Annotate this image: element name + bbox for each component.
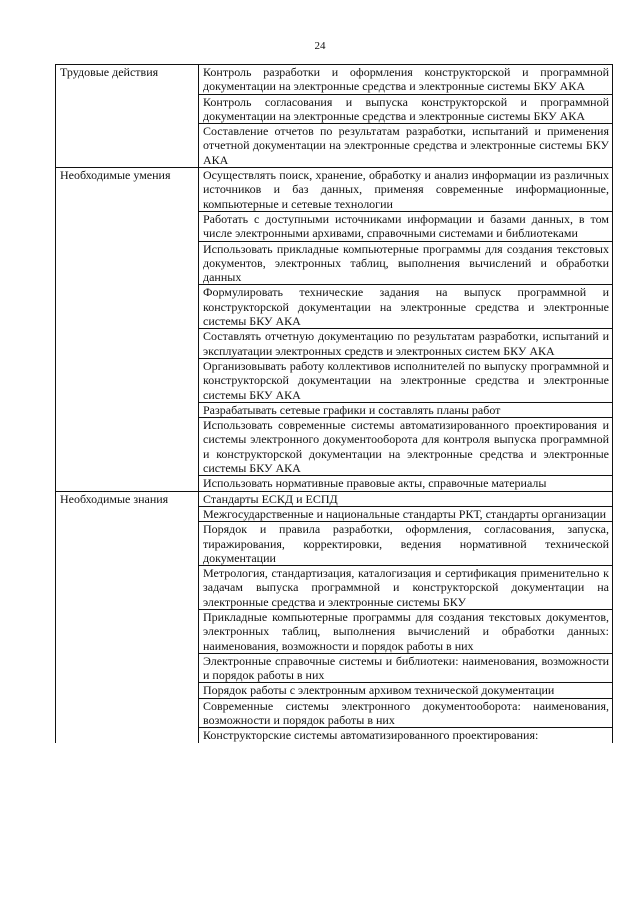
table-cell: Составление отчетов по результатам разработки, испытаний и применения отчетной документации на электронные средства и электронные системы БКУ АКА [199,124,613,168]
table-cell: Работать с доступными источниками информации и базами данных, в том числе электронными архивами, справочными системами и библиотеками [199,211,613,241]
table-row [56,65,613,95]
table-cell: Конструкторские системы автоматизированного проектирования: [199,728,613,743]
table-cell: Прикладные компьютерные программы для создания текстовых документов, электронных таблиц, выполнения вычислений и обработки данных: наименования, возможности и порядок работы в них [199,609,613,653]
table-row [56,491,613,506]
table-cell: Современные системы электронного документооборота: наименования, возможности и порядок работы в них [199,698,613,728]
table-cell: Контроль согласования и выпуска конструкторской и программной документации на электронные средства и электронные системы БКУ АКА [199,94,613,124]
table-cell: Составлять отчетную документацию по результатам разработки, испытаний и эксплуатации электронных средств и электронных систем БКУ АКА [199,329,613,359]
table-cell: Использовать нормативные правовые акты, справочные материалы [199,476,613,491]
table-cell: Разрабатывать сетевые графики и составлять планы работ [199,402,613,417]
table-cell: Контроль разработки и оформления конструкторской и программной документации на электронные средства и электронные системы БКУ АКА [203,65,609,94]
table-cell: Использовать современные системы автоматизированного проектирования и системы электронного документооборота для контроля выпуска программной и конструкторской документации на электронные средства и электронные системы БКУ АКА [199,418,613,476]
table-cell: Межгосударственные и национальные стандарты РКТ, стандарты организации [199,506,613,521]
table-cell: Электронные справочные системы и библиотеки: наименования, возможности и порядок работы в них [199,653,613,683]
table-cell: Использовать прикладные компьютерные программы для создания текстовых документов, электронных таблиц, выполнения вычислений и обработки данных [199,241,613,285]
table-cell: Осуществлять поиск, хранение, обработку и анализ информации из различных источников и баз данных, применяя современные информационные, компьютерные и сетевые технологии [199,168,613,212]
labor-functions-table [55,64,613,743]
section-label-required-knowledge: Необходимые знания [56,491,199,743]
table-cell: Организовывать работу коллективов исполнителей по выпуску программной и конструкторской документации на электронные средства и электронные системы БКУ АКА [199,358,613,402]
table-cell: Порядок работы с электронным архивом технической документации [199,683,613,698]
table-cell: Метрология, стандартизация, каталогизация и сертификация применительно к задачам выпуска программной и конструкторской документации на электронные средства и электронные системы БКУ [199,566,613,610]
table-cell: Порядок и правила разработки, оформления, согласования, запуска, тиражирования, корректировки, ведения нормативной технической документации [199,522,613,566]
table-cell: Формулировать технические задания на выпуск программной и конструкторской документации на электронные средства и электронные системы БКУ АКА [199,285,613,329]
section-label-required-skills: Необходимые умения [56,168,199,492]
section-label-labor-actions: Трудовые действия [56,65,199,168]
page-number: 24 [314,40,326,52]
table-row [56,168,613,212]
table-cell: Стандарты ЕСКД и ЕСПД [199,491,613,506]
